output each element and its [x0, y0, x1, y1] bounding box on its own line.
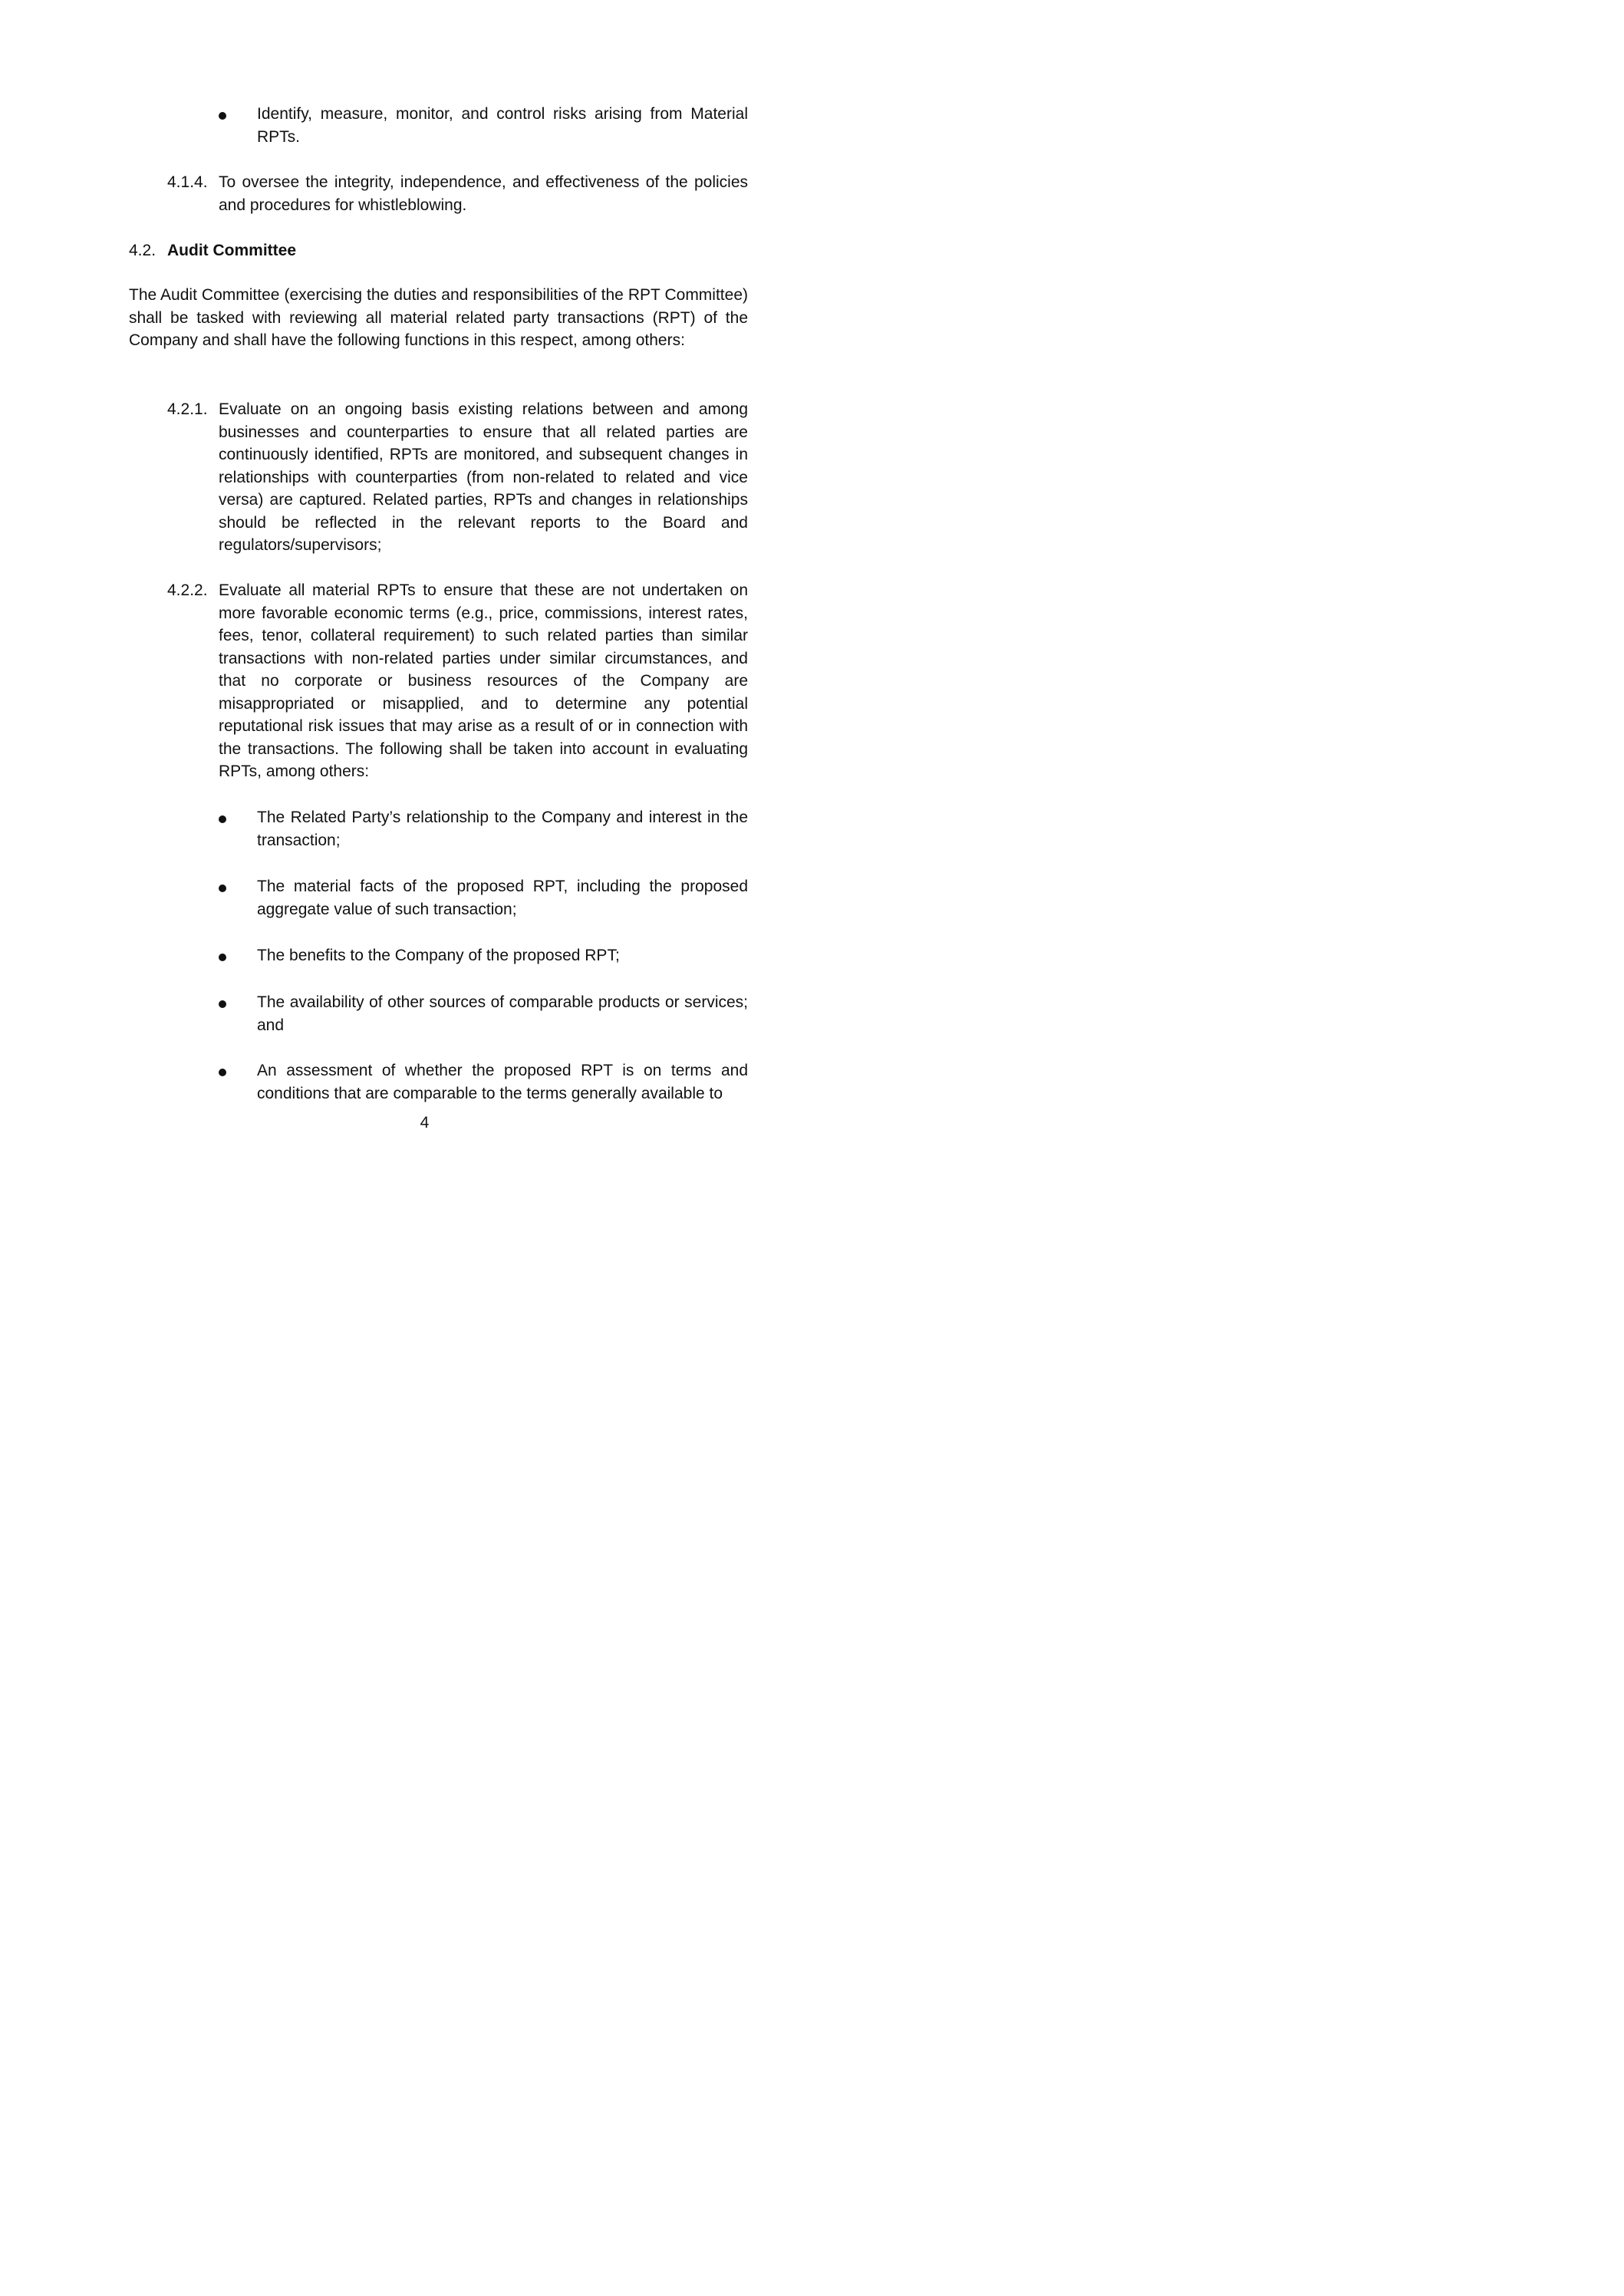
intro-paragraph: The Audit Committee (exercising the duties and responsibilities of the RPT Committee) shall be tasked with reviewing all material related party transactions (RPT) of the Company and shall have the following functions in this respect, among others:	[129, 286, 748, 349]
item-number-4-2-2: 4.2.2.	[167, 581, 208, 599]
page-number: 4	[420, 1114, 430, 1132]
evaluation-bullet-4: The availability of other sources of comparable products or services; and	[257, 993, 748, 1034]
bullet-icon	[219, 1000, 226, 1008]
bullet-icon	[219, 954, 226, 961]
document-page	[0, 0, 849, 1201]
bullet-icon	[219, 815, 226, 823]
section-title-audit-committee: Audit Committee	[167, 242, 296, 259]
evaluation-bullet-3: The benefits to the Company of the proposed RPT;	[257, 947, 620, 964]
bullet-icon	[219, 112, 226, 120]
bullet-icon	[219, 884, 226, 892]
item-number-4-1-4: 4.1.4.	[167, 173, 208, 191]
evaluation-bullet-2: The material facts of the proposed RPT, including the proposed aggregate value of such transaction;	[257, 878, 748, 918]
bullet-icon	[219, 1069, 226, 1076]
item-4-1-4-text: To oversee the integrity, independence, and effectiveness of the policies and procedures for whistleblowing.	[219, 173, 748, 214]
item-4-2-1-text: Evaluate on an ongoing basis existing relations between and among businesses and counterparties to ensure that all related parties are continuously identified, RPTs are monitored, and subsequent changes in relationships with counterparties (from non-related to related and vice versa) are captured. Related parties, RPTs and changes in relationships should be reflected in the relevant reports to the Board and regulators/supervisors;	[219, 400, 748, 554]
section-number-4-2: 4.2.	[129, 242, 156, 259]
top-bullet-text: Identify, measure, monitor, and control risks arising from Material RPTs.	[257, 105, 748, 146]
item-number-4-2-1: 4.2.1.	[167, 400, 208, 418]
item-4-2-2-text: Evaluate all material RPTs to ensure that these are not undertaken on more favorable economic terms (e.g., price, commissions, interest rates, fees, tenor, collateral requirement) to such related parties than similar transactions with non-related parties under similar circumstances, and that no corporate or business resources of the Company are misappropriated or misapplied, and to determine any potential reputational risk issues that may arise as a result of or in connection with the transactions. The following shall be taken into account in evaluating RPTs, among others:	[219, 581, 748, 780]
evaluation-bullet-5: An assessment of whether the proposed RPT is on terms and conditions that are comparable to the terms generally available to	[257, 1062, 748, 1102]
evaluation-bullet-1: The Related Party’s relationship to the Company and interest in the transaction;	[257, 809, 748, 849]
